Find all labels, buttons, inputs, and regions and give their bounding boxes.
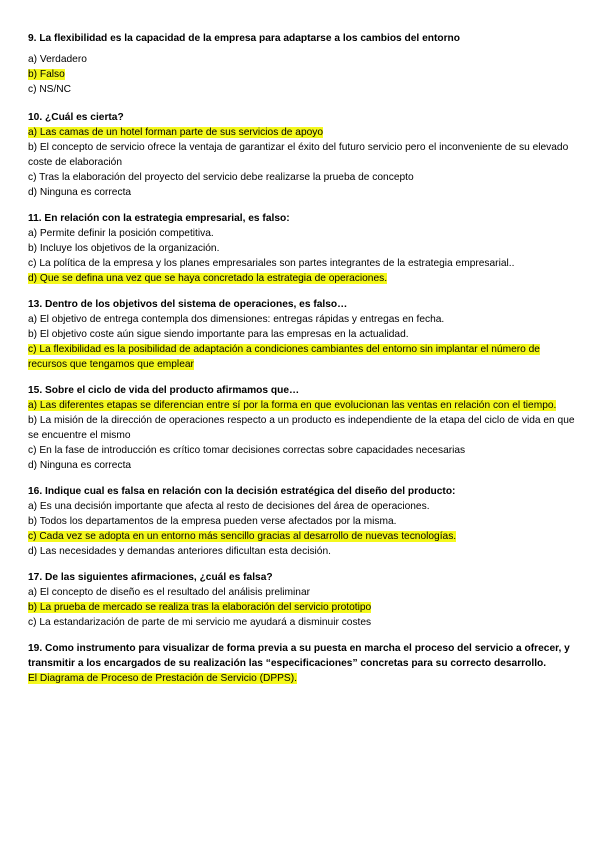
option-b: b) El concepto de servicio ofrece la ventaja de garantizar el éxito del futuro servicio pero el inconveniente de su elevado coste de elaboración (28, 142, 569, 168)
option-b: b) El objetivo coste aún sigue siendo importante para las empresas en la actualidad. (28, 329, 409, 340)
option-d: d) Las necesidades y demandas anteriores dificultan esta decisión. (28, 546, 331, 557)
question-9 (28, 31, 576, 97)
option-c: c) En la fase de introducción es crítico tomar decisiones correctas sobre capacidades necesarias (28, 445, 466, 456)
question-11 (28, 211, 576, 286)
option-b: b) Incluye los objetivos de la organización. (28, 243, 220, 254)
option-b: b) La misión de la dirección de operaciones respecto a un producto es independiente de la etapa del ciclo de vida en que se encuentre el mismo (28, 415, 575, 441)
question-title: 13. Dentro de los objetivos del sistema de operaciones, es falso… (28, 299, 348, 310)
question-13 (28, 297, 576, 372)
question-title: 10. ¿Cuál es cierta? (28, 112, 124, 123)
option-a: a) El objetivo de entrega contempla dos dimensiones: entregas rápidas y entregas en fecha. (28, 314, 445, 325)
option-a-highlighted: a) Las camas de un hotel forman parte de sus servicios de apoyo (28, 127, 324, 138)
question-17 (28, 570, 576, 630)
option-a: a) Es una decisión importante que afecta al resto de decisiones del área de operaciones. (28, 501, 430, 512)
option-c-highlighted: c) Cada vez se adopta en un entorno más sencillo gracias al desarrollo de nuevas tecnologías. (28, 531, 457, 542)
answer-highlighted: El Diagrama de Proceso de Prestación de Servicio (DPPS). (28, 673, 297, 684)
option-b: b) Todos los departamentos de la empresa pueden verse afectados por la misma. (28, 516, 397, 527)
option-c: c) La política de la empresa y los planes empresariales son partes integrantes de la estrategia empresarial.. (28, 258, 515, 269)
option-a-highlighted: a) Las diferentes etapas se diferencian entre sí por la forma en que evolucionan las ventas en relación con el tiempo. (28, 400, 557, 411)
option-c: c) NS/NC (28, 84, 72, 95)
option-b-highlighted: b) La prueba de mercado se realiza tras la elaboración del servicio prototipo (28, 602, 372, 613)
question-16 (28, 484, 576, 559)
option-a: a) El concepto de diseño es el resultado del análisis preliminar (28, 587, 311, 598)
option-a: a) Verdadero (28, 54, 87, 65)
question-title: 17. De las siguientes afirmaciones, ¿cuál es falsa? (28, 572, 273, 583)
option-a: a) Permite definir la posición competitiva. (28, 228, 214, 239)
question-title: 9. La flexibilidad es la capacidad de la empresa para adaptarse a los cambios del entorno (28, 33, 461, 44)
document-page (28, 31, 576, 697)
question-title: 11. En relación con la estrategia empresarial, es falso: (28, 213, 290, 224)
option-c: c) La estandarización de parte de mi servicio me ayudará a disminuir costes (28, 617, 372, 628)
option-c-highlighted: c) La flexibilidad es la posibilidad de adaptación a condiciones cambiantes del entorno sin implantar el número de recursos que tengamos que emplear (28, 344, 540, 370)
question-10 (28, 110, 576, 200)
option-d-highlighted: d) Que se defina una vez que se haya concretado la estrategia de operaciones. (28, 273, 388, 284)
question-19 (28, 641, 576, 686)
option-d: d) Ninguna es correcta (28, 187, 132, 198)
option-c: c) Tras la elaboración del proyecto del servicio debe realizarse la prueba de concepto (28, 172, 414, 183)
question-title: 15. Sobre el ciclo de vida del producto afirmamos que… (28, 385, 300, 396)
option-d: d) Ninguna es correcta (28, 460, 132, 471)
option-b-highlighted: b) Falso (28, 69, 65, 80)
question-title: 19. Como instrumento para visualizar de forma previa a su puesta en marcha el proceso del servicio a ofrecer, y transmitir a los encargados de su realización las “especificaciones” concretas para su correcto desarrollo. (28, 643, 570, 669)
question-15 (28, 383, 576, 473)
question-title: 16. Indique cual es falsa en relación con la decisión estratégica del diseño del producto: (28, 486, 456, 497)
